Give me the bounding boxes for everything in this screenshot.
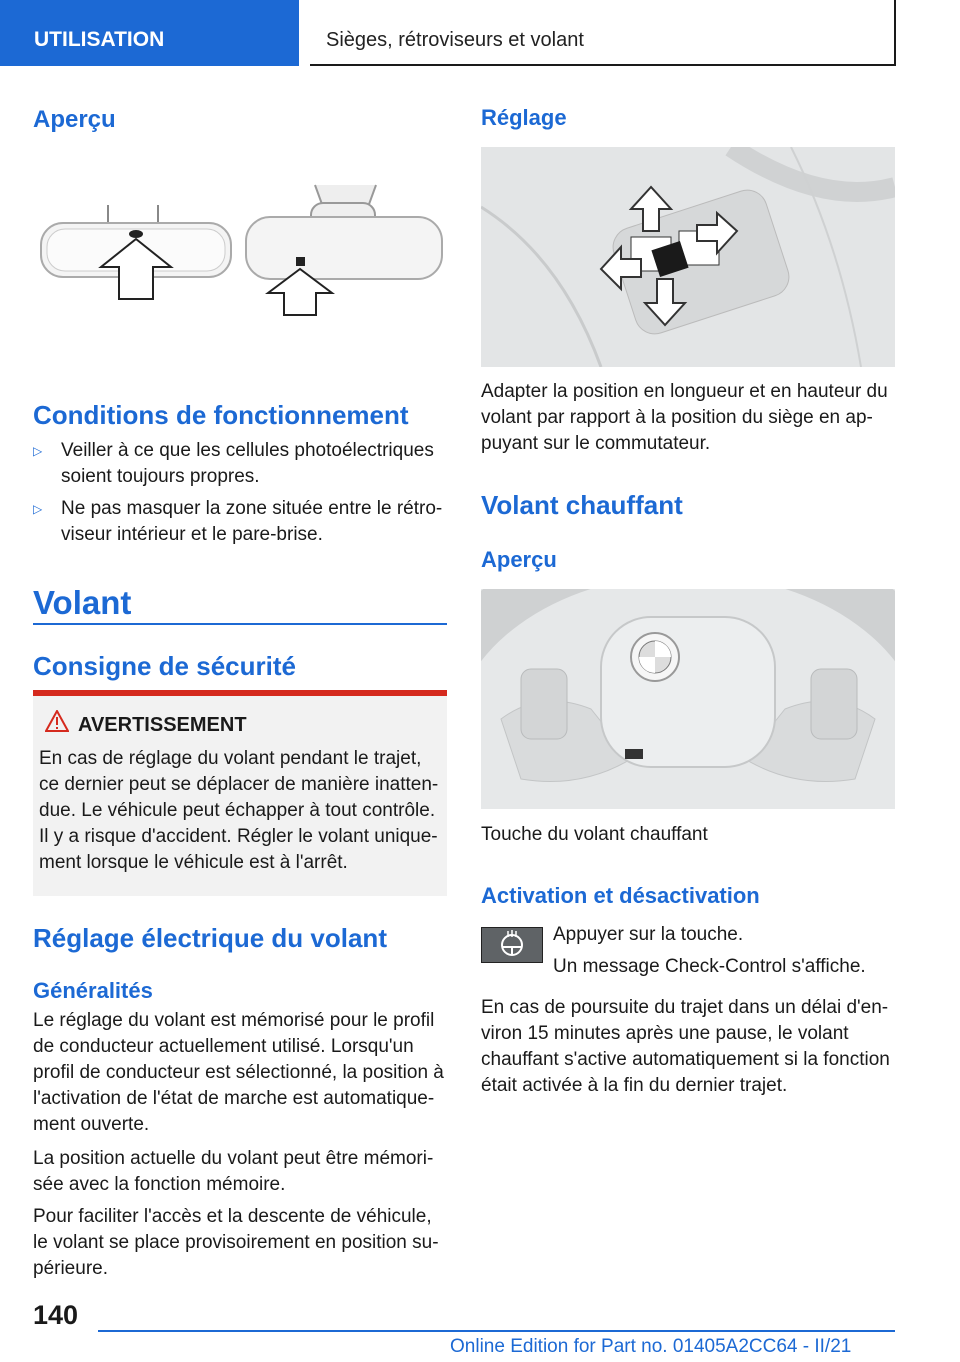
paragraph: Adapter la position en longueur et en hauteur du volant par rapport à la position du siège en ap-puyant sur le commutateur. — [481, 381, 888, 454]
section-divider — [33, 623, 447, 625]
wheel-caption: Touche du volant chauffant — [481, 824, 708, 845]
paragraph: En cas de poursuite du trajet dans un délai d'en-viron 15 minutes après une pause, le volant chauffant s'active automatiquement si la fonction était activée à la fin du dernier trajet. — [481, 997, 890, 1096]
reglage-heading: Réglage — [481, 105, 567, 130]
edition-text: Online Edition for Part no. 01405A2CC64 - II/21 — [450, 1336, 852, 1357]
chapter-title: Sièges, rétroviseurs et volant — [326, 29, 584, 51]
warning-title: AVERTISSEMENT — [78, 714, 247, 736]
volant-heading: Volant — [33, 584, 132, 621]
footer-divider — [98, 1330, 895, 1332]
generalites-heading: Généralités — [33, 978, 153, 1003]
securite-heading: Consigne de sécurité — [33, 651, 296, 681]
warning-box — [33, 690, 447, 896]
bullet-triangle-icon: ▷ — [33, 444, 43, 458]
steering-column-switch-image — [481, 147, 895, 367]
volant-chauffant-heading: Volant chauffant — [481, 490, 683, 520]
apercu-heading: Aperçu — [33, 106, 116, 133]
paragraph: La position actuelle du volant peut être mémori-sée avec la fonction mémoire. — [33, 1148, 434, 1195]
paragraph: Le réglage du volant est mémorisé pour le profil de conducteur actuellement utilisé. Lorsqu'un profil de conducteur est sélectionné, la position à l'activation de l'état de marche est automatique-ment ouverte. — [33, 1010, 444, 1135]
chapter-header — [310, 0, 896, 66]
activation-heading: Activation et désactivation — [481, 883, 760, 908]
reglage-electrique-heading: Réglage électrique du volant — [33, 923, 387, 953]
section-tab — [0, 0, 299, 66]
paragraph: Pour faciliter l'accès et la descente de véhicule, le volant se place provisoirement en position su-périeure. — [33, 1206, 439, 1279]
steering-wheel-image — [481, 589, 895, 809]
section-title: UTILISATION — [34, 28, 165, 51]
rearview-mirror-image — [33, 175, 447, 335]
bullet-triangle-icon: ▷ — [33, 502, 43, 516]
heated-steering-wheel-button-icon — [481, 927, 543, 963]
warning-triangle-icon — [45, 710, 69, 737]
warning-text: En cas de réglage du volant pendant le trajet, ce dernier peut se déplacer de manière inatten-due. Le véhicule peut échapper à tout contrôle. Il y a risque d'accident. Régler le volant unique-ment lorsque le véhicule est à l'arrêt. — [39, 748, 439, 873]
page-number: 140 — [33, 1300, 79, 1330]
activation-step: Appuyer sur la touche. — [553, 924, 744, 945]
conditions-heading: Conditions de fonctionnement — [33, 400, 409, 430]
apercu-heading-right: Aperçu — [481, 547, 557, 572]
activation-step: Un message Check-Control s'affiche. — [553, 956, 866, 977]
